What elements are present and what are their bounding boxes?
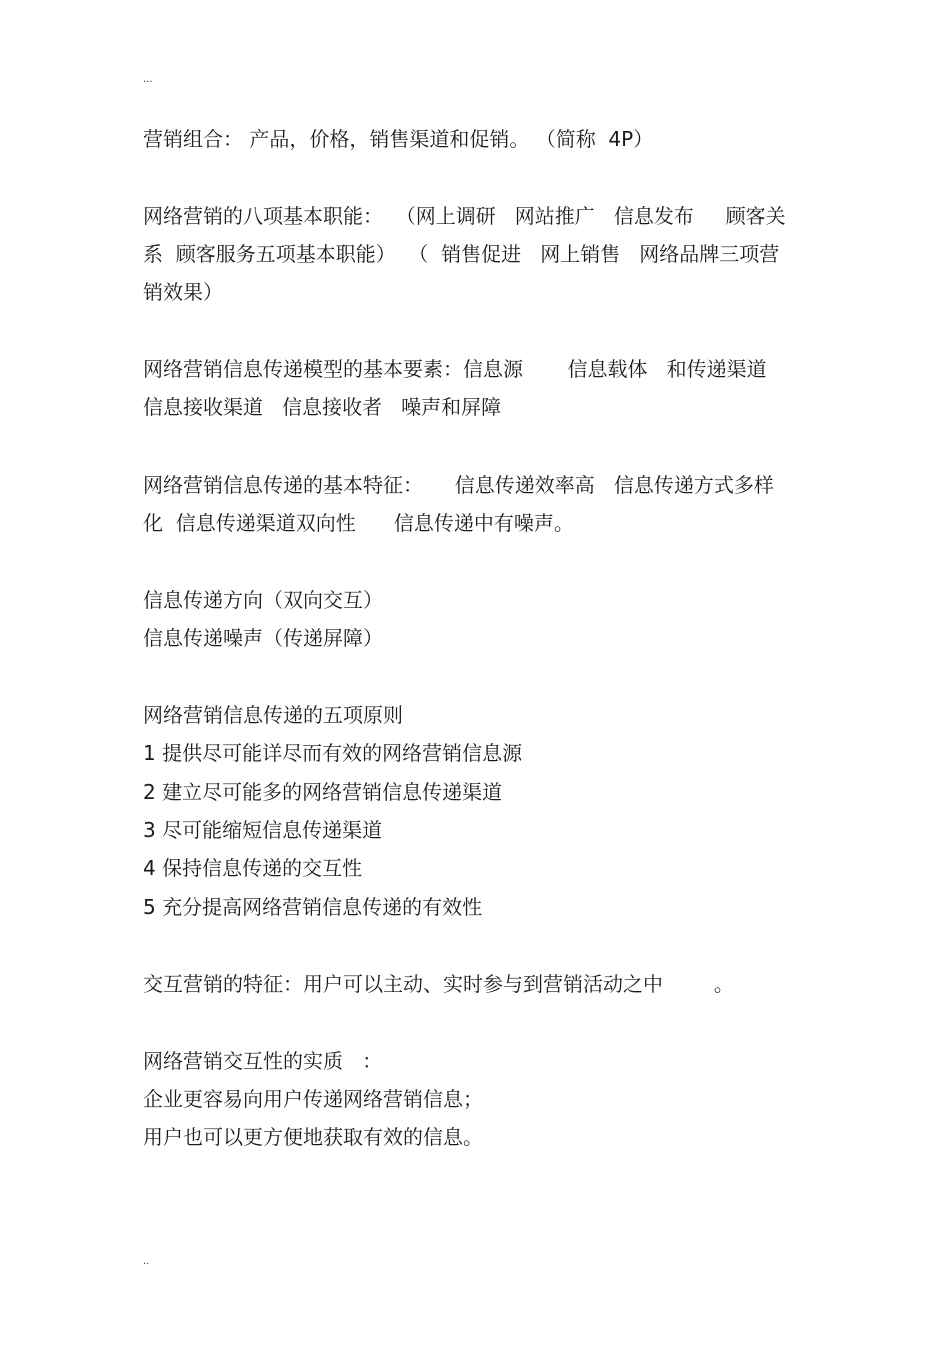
- functions-line-3: 销效果）: [143, 280, 223, 304]
- footer-mark: ..: [143, 1256, 150, 1267]
- principle-item-2: 2 建立尽可能多的网络营销信息传递渠道: [143, 780, 503, 804]
- interactivity-title: 网络营销交互性的实质 ：: [143, 1049, 383, 1073]
- functions-line-2: 系 顾客服务五项基本职能） （ 销售促进 网上销售 网络品牌三项营: [143, 242, 780, 266]
- interactivity-line-1: 企业更容易向用户传递网络营销信息；: [143, 1087, 483, 1111]
- header-mark: ...: [143, 74, 153, 85]
- principle-item-1: 1 提供尽可能详尽而有效的网络营销信息源: [143, 741, 523, 765]
- principle-item-4: 4 保持信息传递的交互性: [143, 856, 363, 880]
- functions-line-1: 网络营销的八项基本职能： （网上调研 网站推广 信息发布 顾客关: [143, 204, 786, 228]
- principle-item-3: 3 尽可能缩短信息传递渠道: [143, 818, 383, 842]
- interactive-marketing-line: 交互营销的特征：用户可以主动、实时参与到营销活动之中 。: [143, 972, 734, 996]
- interactivity-line-2: 用户也可以更方便地获取有效的信息。: [143, 1125, 483, 1149]
- marketing-mix-line: 营销组合： 产品，价格，销售渠道和促销。 （简称 4P）: [143, 127, 654, 151]
- features-line-1: 网络营销信息传递的基本特征： 信息传递效率高 信息传递方式多样: [143, 473, 774, 497]
- direction-line: 信息传递方向（双向交互）: [143, 588, 383, 612]
- principle-item-5: 5 充分提高网络营销信息传递的有效性: [143, 895, 483, 919]
- noise-line: 信息传递噪声（传递屏障）: [143, 626, 383, 650]
- model-elements-line-1: 网络营销信息传递模型的基本要素：信息源 信息载体 和传递渠道: [143, 357, 767, 381]
- features-line-2: 化 信息传递渠道双向性 信息传递中有噪声。: [143, 511, 574, 535]
- principles-title: 网络营销信息传递的五项原则: [143, 703, 403, 727]
- model-elements-line-2: 信息接收渠道 信息接收者 噪声和屏障: [143, 395, 502, 419]
